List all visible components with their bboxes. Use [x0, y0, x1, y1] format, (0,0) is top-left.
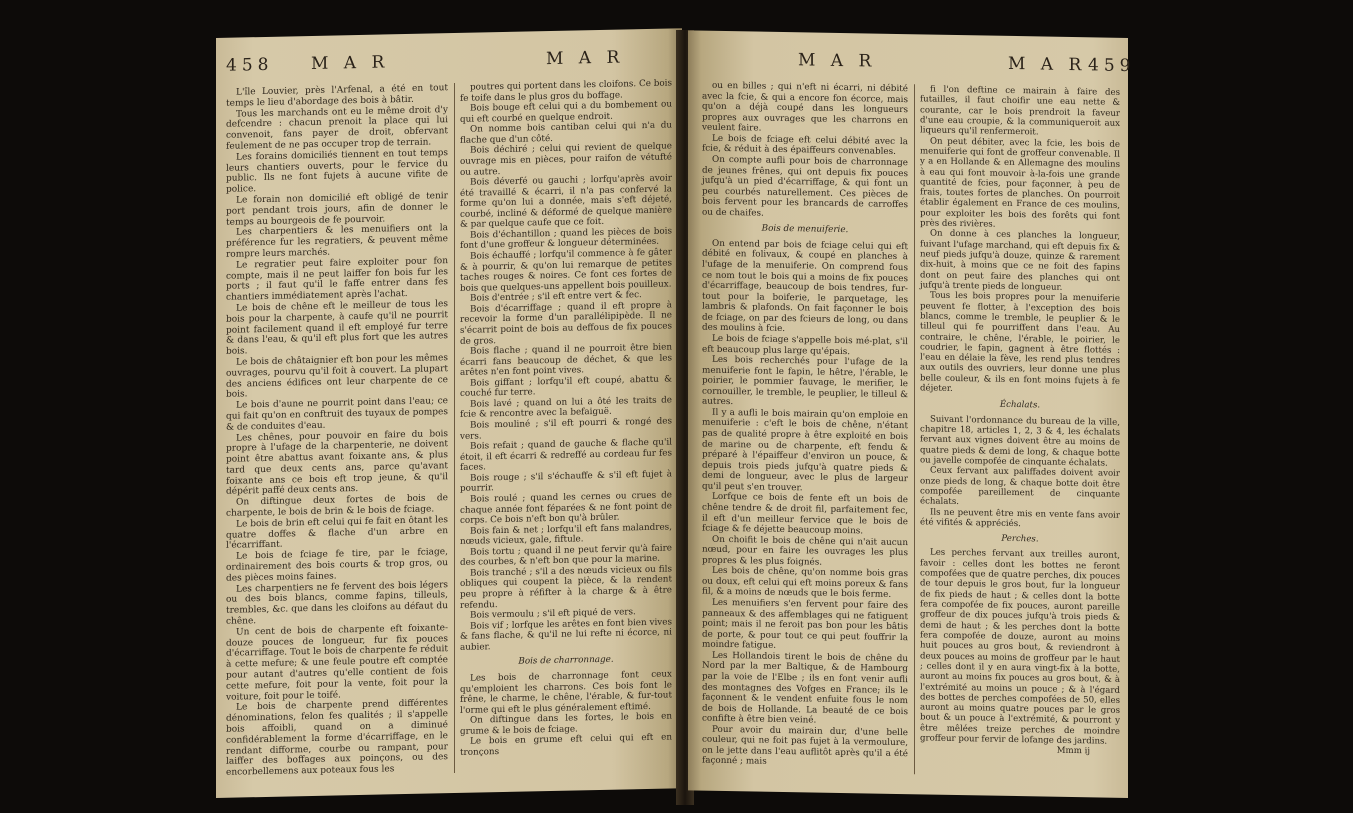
paragraph: Le bois de fciage fe tire, par le fciage, ordinairement des bois courts & trop gros, ou des pièces moins faines.: [226, 547, 448, 584]
running-head: M A R: [1008, 53, 1087, 76]
paragraph: Le forain non domicilié eft obligé de tenir port pendant trois jours, afin de donner le temps au bourgeois de fe pourvoir.: [226, 191, 448, 228]
paragraph: Le bois d'aune ne pourrit point dans l'eau; ce qui fait qu'on en conftruit des tuyaux de pompes & de conduites d'eau.: [226, 396, 448, 433]
running-head: M A R: [311, 52, 390, 75]
paragraph: On diftingue dans les fortes, le bois en grume & le bois de fciage.: [460, 711, 672, 737]
left-page: [216, 28, 682, 798]
left-column-1: [226, 83, 448, 779]
paragraph: Les perches fervant aux treilles auront, favoir : celles dont les bottes ne feront compofées que de quatre perches, dix pouces de tour depuis le gros bout, fur la longueur de fix pieds de haut ; & celles dont la botte fera compofée de fix pouces, auront pareille groffeur de dix pouces jufqu'à trois pieds & demi de haut ; & les perches dont la botte fera compofée de douze, auront au moins huit pouces au gros bout, & reviendront à deux pouces au moins de groffeur par le haut ; celles dont il y en aura vingt-fix à la botte, auront au moins fix pouces au gros bout, & à l'extrémité au moins un pouce ; & à l'égard des bottes de perches compofées de 50, elles auront au moins quatre pouces par le gros bout & un pouce à l'extrémité, & pourront y être mêlées treize perches de moindre groffeur pour fervir de lofange des jardins.: [920, 547, 1120, 747]
paragraph: Le bois de charpente prend différentes dénominations, felon fes qualités ; il s'appelle bois affoibli, quand on a diminué confidérablement la forme d'écarriffage, en le rendant difforme, courbe ou rampant, pour laiffer des boffages aux poinçons, ou des encorbellemens aux poteaux fous les: [226, 698, 448, 778]
paragraph: Les bois de chêne, qu'on nomme bois gras ou doux, eft celui qui eft moins poreux & fans fil, & a moins de nœuds que le bois ferme.: [702, 566, 908, 601]
paragraph: Les charpentiers ne fe fervent des bois légers ou des bois blancs, comme fapins, tilleuls, trembles, &c. que dans les cloifons au défaut du chêne.: [226, 579, 448, 627]
paragraph: Le bois de fciage s'appelle bois mé-plat, s'il eft beaucoup plus large qu'épais.: [702, 333, 908, 357]
paragraph: Les bois recherchés pour l'ufage de la menuiferie font le fapin, le hêtre, l'érable, le poirier, le pommier fauvage, le merifier, le cornouiller, le tremble, le peuplier, le tilleul & autres.: [702, 354, 908, 408]
paragraph: Bois bouge eft celui qui a du bombement ou qui eft courbé en quelque endroit.: [460, 99, 672, 125]
paragraph: Bois giffant ; lorfqu'il eft coupé, abattu & couché fur terre.: [460, 374, 672, 400]
paragraph: Le bois de brin eft celui qui fe fait en ôtant les quatre doffes & flache d'un arbre en l'écarriffant.: [226, 515, 448, 552]
paragraph: Bois refait ; quand de gauche & flache qu'il étoit, il eft écarri & redreffé au cordeau fur fes faces.: [460, 437, 672, 474]
paragraph: On donne à ces planches la longueur, fuivant l'ufage marchand, qui eft depuis fix & neuf pieds jufqu'à douze, quinze & rarement dix-huit, à moins que ce ne foit des fapins dont on peut faire des planches qui ont jufqu'à trente pieds de longueur.: [920, 228, 1120, 293]
section-heading: Échalats.: [999, 400, 1041, 411]
paragraph: Le bois de châtaignier eft bon pour les mêmes ouvrages, pourvu qu'il foit à couvert. La plupart des anciens édifices ont leur charpente de ce bois.: [226, 353, 448, 401]
paragraph: Suivant l'ordonnance du bureau de la ville, chapitre 18, articles 1, 2, 3 & 4, les échalats fervant aux vignes doivent être au moins de quatre pieds & demi de long, & chaque botte ou javelle compofée de cinquante échalats.: [920, 414, 1120, 469]
paragraph: Bois d'échantillon ; quand les pièces de bois font d'une groffeur & longueur déterminées.: [460, 226, 672, 252]
paragraph: On peut débiter, avec la fcie, les bois de menuiferie qui font de groffeur convenable. Il y a en Hollande & en Allemagne des moulins à eau qui font mouvoir à-la-fois une grande quantité de fcies, pour façonner, à peu de frais, toutes fortes de planches. On pourroit établir également en France de ces moulins, pour exploiter les bois des forêts qui font près des rivières.: [920, 136, 1120, 230]
paragraph: Bois mouliné ; s'il eft pourri & rongé des vers.: [460, 416, 672, 442]
paragraph: Les forains domiciliés tiennent en tout temps leurs chantiers ouverts, pour le fervice du public. Ils ne font fujets à aucune vifite de police.: [226, 147, 448, 195]
left-page-header: [216, 46, 682, 82]
paragraph: Le bois de chêne eft le meilleur de tous les bois pour la charpente, à caufe qu'il ne pourrit point facilement quand il eft employé fur terre & dans l'eau, & qu'il eft plus fort que les autres bois.: [226, 299, 448, 357]
paragraph: Bois fain & net ; lorfqu'il eft fans malandres, nœuds vicieux, gale, fiftule.: [460, 522, 672, 548]
paragraph: Bois vermoulu ; s'il eft piqué de vers.: [470, 607, 636, 621]
paragraph: Le regratier peut faire exploiter pour fon compte, mais il ne peut laiffer fon bois fur les ports ; il faut qu'il le faffe entrer dans fes chantiers immédiatement après l'achat.: [226, 255, 448, 303]
column-rule: [454, 83, 455, 773]
paragraph: Bois déchiré ; celui qui revient de quelque ouvrage mis en pièces, pour raifon de vétufté ou autre.: [460, 141, 672, 178]
paragraph: Tous les bois propres pour la menuiferie peuvent fe flotter, à l'exception des bois blancs, comme le tremble, le peuplier & le tilleul qui fe pourriffent dans l'eau. Au contraire, le chêne, l'érable, le poirier, le coudrier, le fapin, gagnent à être flottés : l'eau en délaie la fève, les rend plus tendres aux outils des ouvriers, leur donne une plus belle couleur, & ils en font moins fujets à fe déjeter.: [920, 290, 1120, 395]
paragraph: Ils ne peuvent être mis en vente fans avoir été vifités & appréciés.: [920, 507, 1120, 529]
paragraph: Les charpentiers & les menuifiers ont la préférence fur les regratiers, & peuvent même rompre leurs marchés.: [226, 223, 448, 260]
page-number: 458: [226, 54, 274, 76]
paragraph: Ceux fervant aux paliffades doivent avoir onze pieds de long, & chaque botte doit être compofée pareillement de cinquante échalats.: [920, 465, 1120, 508]
section-heading: Bois de menuiferie.: [761, 223, 849, 236]
paragraph: Les chênes, pour pouvoir en faire du bois propre à l'ufage de la charpenterie, ne doivent point être abattus avant foixante ans, & plus tard que deux cents ans, parce qu'avant foixante ans ce bois eft trop jeune, & qu'il dépérit paffé deux cents ans.: [226, 428, 448, 498]
paragraph: Il y a aufli le bois mairain qu'on emploie en menuiferie : c'eft le bois de chêne, n'étant pas de qualité propre à être exploité en bois de marine ou de charpente, eft fendu & préparé à l'épaiffeur d'environ un pouce, & depuis trois pieds jufqu'à quatre pieds & demi de longueur, avec le plus de largeur qu'il peut s'en trouver.: [702, 407, 908, 494]
page-number: 459: [1088, 55, 1136, 77]
paragraph: Les Hollandois tirent le bois de chêne du Nord par la mer Baltique, & de Hambourg par la voie de l'Elbe ; ils en font venir aufli des montagnes des Vofges en France; ils le façonnent & le vendent enfuite fous le nom de bois de Hollande. La beauté de ce bois confifte à être bien veiné.: [702, 650, 908, 726]
paragraph: Lorfque ce bois de fente eft un bois de chêne tendre & de droit fil, parfaitement fec, il eft d'un meilleur fervice que le bois de fciage & fe déjette beaucoup moins.: [702, 492, 908, 537]
section-heading: Perches.: [1001, 533, 1039, 545]
paragraph: Bois roulé ; quand les cernes ou crues de chaque année font féparées & ne font point de corps. Ce bois n'eft bon qu'à brûler.: [460, 490, 672, 526]
right-column-2: [920, 84, 1120, 757]
paragraph: Bois déverfé ou gauchi ; lorfqu'après avoir été travaillé & écarri, il n'a pas confervé la forme qu'on lui a donnée, mais s'eft déjeté, courbé, incliné & déformé de quelque manière & par quelque caufe que ce foit.: [460, 173, 672, 231]
paragraph: Les menuifiers s'en fervent pour faire des panneaux & des affemblages qui ne fatiguent point; mais il ne feroit pas bon pour les bâtis de porte, & pour tout ce qui peut fouffrir la moindre fatigue.: [702, 597, 908, 652]
signature-mark: Mmm ij: [1056, 746, 1090, 757]
paragraph: On nomme bois cantiban celui qui n'a du flache que d'un côté.: [460, 120, 672, 146]
right-page: [688, 30, 1136, 798]
paragraph: Les bois de charronnage font ceux qu'emploient les charrons. Ces bois font le frêne, le charme, le chêne, l'érable, & fur-tout l'orme qui eft le plus généralement eftimé.: [460, 669, 672, 716]
paragraph: On entend par bois de fciage celui qui eft débité en folivaux, & coupé en planches à l'ufage de la menuiferie. On comprend fous ce nom tout le bois qui a moins de fix pouces d'écarriffage, beaucoup de bois tendres, fur-tout pour la boiferie, le parquetage, les lambris & plafonds. On fait façonner le bois de fciage, on par des fcieurs de long, ou dans des moulins à fcie.: [702, 238, 908, 335]
section-heading: Bois de charronnage.: [518, 655, 614, 668]
paragraph: Bois lavé ; quand on lui a ôté les traits de fcie & rencontre avec la befaiguë.: [460, 395, 672, 421]
paragraph: ou en billes ; qui n'eft ni écarri, ni débité avec la fcie, & qui a encore fon écorce, mais qu'on a déjà coupé dans les longueurs propres aux ouvrages que les charrons en veulent faire.: [702, 80, 908, 134]
paragraph: poutres qui portent dans les cloifons. Ce bois fe toife dans le plus gros du boffage.: [460, 78, 672, 104]
left-column-2: [460, 78, 672, 758]
paragraph: Pour avoir du mairain dur, d'une belle couleur, qui ne foit pas fujet à la vermoulure, on le jette dans l'eau auflitôt après qu'il a été façonné ; mais: [702, 724, 908, 768]
paragraph: Bois rouge ; s'il s'échauffe & s'il eft fujet à pourrir.: [460, 469, 672, 495]
paragraph: Bois vif ; lorfque les arêtes en font bien vives & fans flache, & qu'il ne lui refte ni écorce, ni aubier.: [460, 617, 672, 653]
paragraph: Bois d'écarriffage ; quand il eft propre à recevoir la forme d'un parallélipipède. Il ne s'écarrit point de bois au deffous de fix pouces de gros.: [460, 300, 672, 347]
paragraph: Bois d'entrée ; s'il eft entre vert & fec.: [470, 290, 642, 304]
running-head: M A R: [798, 50, 877, 72]
paragraph: fi l'on deftine ce mairain à faire des futailles, il faut choifir une eau nette & courante, car le bois prendroit la faveur d'une eau croupie, & la communiqueroit aux liqueurs qu'il renfermeroit.: [920, 84, 1120, 138]
paragraph: On diftingue deux fortes de bois de charpente, le bois de brin & le bois de fciage.: [226, 493, 448, 519]
right-column-1: [702, 81, 908, 771]
paragraph: L'île Louvier, près l'Arfenal, a été en tout temps le lieu d'abordage des bois à bâtir.: [226, 83, 448, 109]
paragraph: On choifit le bois de chêne qui n'ait aucun nœud, pour en faire les ouvrages les plus propres & les plus foignés.: [702, 534, 908, 568]
column-rule: [914, 84, 915, 774]
paragraph: Un cent de bois de charpente eft foixante-douze pouces de longueur, fur fix pouces d'écarriffage. Tout le bois de charpente fe réduit à cette mefure; & une feule poutre eft comptée pour autant d'autres qu'elle contient de fois cette mefure, foit pour la vente, foit pour la voiture, foit pour le toifé.: [226, 622, 448, 703]
paragraph: On compte aufli pour bois de charronnage de jeunes frênes, qui ont depuis fix pouces jufqu'à un pied d'écarriffage, & qui font un peu courbés naturellement. Ces pièces de bois fervent pour les brancards de carroffes ou de chaifes.: [702, 154, 908, 219]
paragraph: Bois échauffé ; lorfqu'il commence à fe gâter & à pourrir, & qu'on lui remarque de petites taches rouges & noires. Ce font ces fortes de bois que quelques-uns appellent bois pouilleux.: [460, 247, 672, 294]
right-page-header: [688, 48, 1136, 82]
paragraph: Bois tortu ; quand il ne peut fervir qu'à faire des courbes, & n'eft bon que pour la marine.: [460, 543, 672, 569]
paragraph: Tous les marchands ont eu le même droit d'y defcendre : chacun prenoit la place qui lui convenoit, fans payer de droit, obfervant feulement de ne pas occuper trop de terrain.: [226, 104, 448, 152]
paragraph: Bois flache ; quand il ne pourroit être bien écarri fans beaucoup de déchet, & que les arêtes n'en font point vives.: [460, 342, 672, 379]
running-head: M A R: [546, 47, 625, 70]
paragraph: Le bois en grume eft celui qui eft en tronçons: [460, 732, 672, 758]
paragraph: Le bois de fciage eft celui débité avec la fcie, & réduit à des épaiffeurs convenables.: [702, 133, 908, 158]
paragraph: Bois tranché ; s'il a des nœuds vicieux ou fils obliques qui coupent la pièce, & la rendent peu propre à réfifter à la charge & à être refendu.: [460, 564, 672, 611]
